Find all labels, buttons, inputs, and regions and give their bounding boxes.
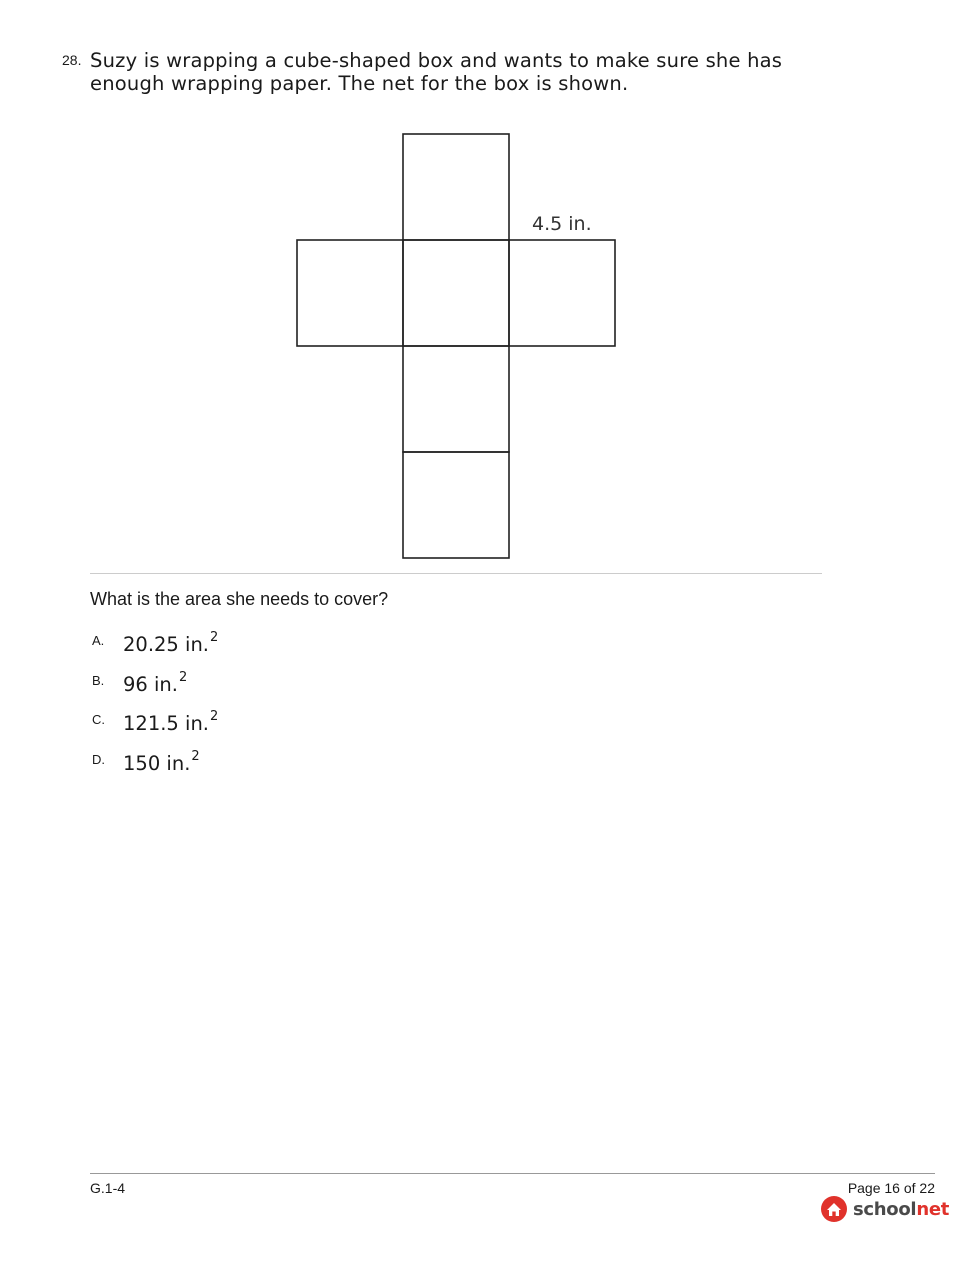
net-face-lower <box>403 346 509 452</box>
question-prompt: What is the area she needs to cover? <box>90 589 389 609</box>
choice-value: 150 in. <box>123 752 191 775</box>
logo-text-school: school <box>853 1198 917 1220</box>
question-number: 28. <box>62 52 82 68</box>
choice-letter: C. <box>92 712 105 727</box>
footer-rule <box>90 1173 935 1174</box>
choice-exponent: 2 <box>210 709 219 724</box>
question-stem: Suzy is wrapping a cube-shaped box and wants to make sure she has enough wrapping paper. The net for the box is shown. <box>90 49 783 95</box>
standard-code: G.1-4 <box>90 1180 126 1196</box>
choice-exponent: 2 <box>179 670 188 685</box>
net-face-right <box>509 240 615 346</box>
net-face-left <box>297 240 403 346</box>
choice-letter: B. <box>92 673 105 688</box>
choice-letter: A. <box>92 633 105 648</box>
section-divider <box>90 573 822 574</box>
choice-exponent: 2 <box>210 630 219 645</box>
cube-net-figure <box>280 120 630 565</box>
choice-value: 20.25 in. <box>123 633 209 656</box>
schoolnet-logo <box>820 1195 949 1223</box>
page-indicator: Page 16 of 22 <box>847 1180 935 1196</box>
net-face-bottom <box>403 452 509 558</box>
choice-exponent: 2 <box>191 749 200 764</box>
net-face-top <box>403 134 509 240</box>
logo-text-net: net <box>916 1198 950 1220</box>
net-face-center <box>403 240 509 346</box>
edge-length-label: 4.5 in. <box>532 213 592 235</box>
choice-value: 121.5 in. <box>123 712 209 735</box>
schoolnet-house-icon <box>820 1195 848 1223</box>
choice-value: 96 in. <box>123 673 178 696</box>
choice-letter: D. <box>92 752 105 767</box>
